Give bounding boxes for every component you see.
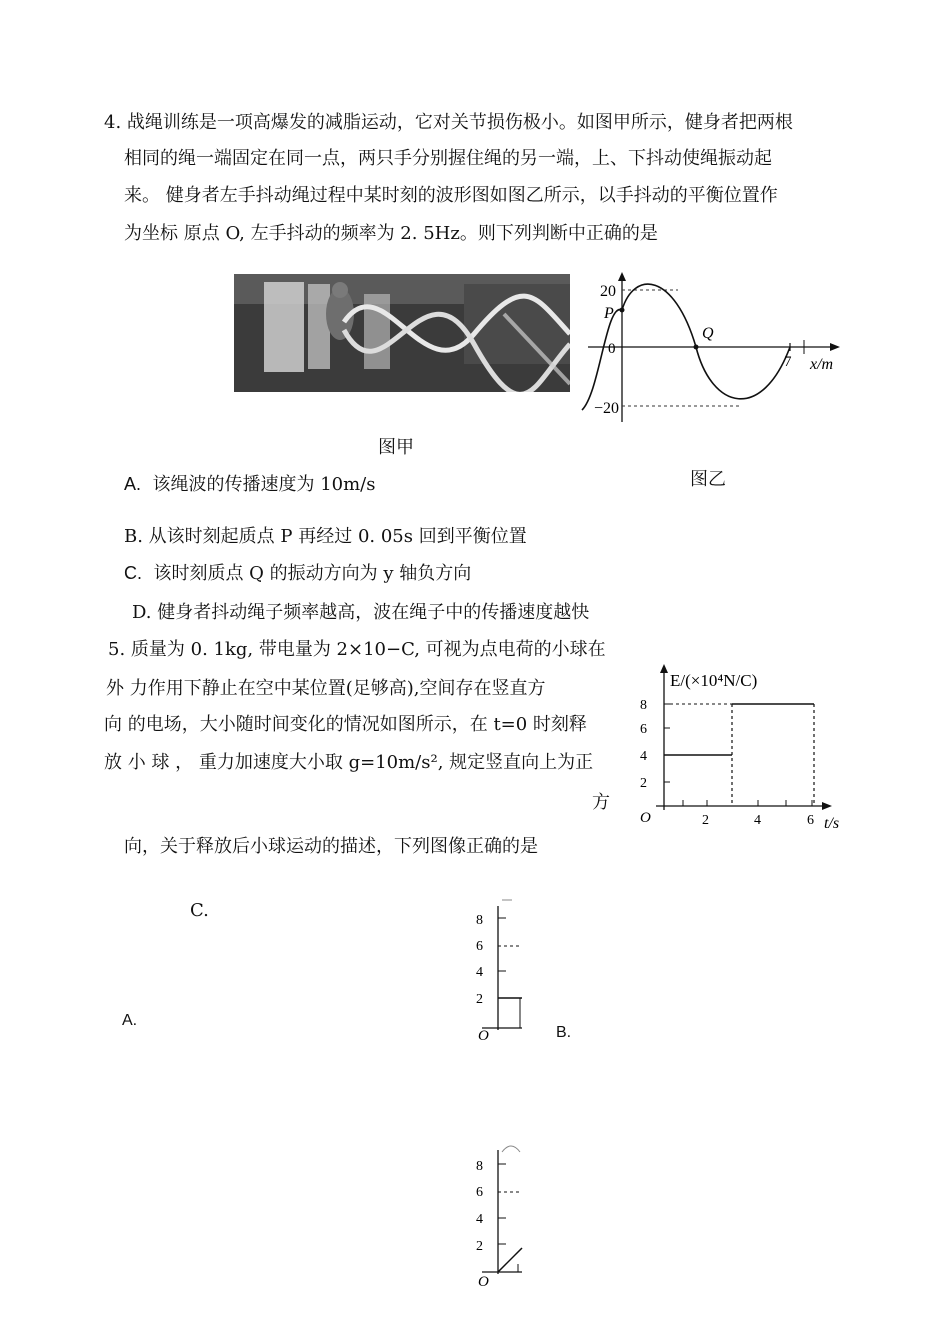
field-y-axis-label: E/(×10⁴N/C) bbox=[670, 671, 758, 690]
figure-b-caption: 图乙 bbox=[690, 469, 726, 490]
q4-line-2: 相同的绳一端固定在同一点，两只手分别握住绳的另一端，上、下抖动使绳振动起 bbox=[124, 148, 772, 169]
q5-option-b-label: B. bbox=[556, 1024, 572, 1041]
field-x-tick-6: 6 bbox=[807, 813, 814, 828]
field-y-tick-8: 8 bbox=[640, 698, 647, 713]
field-y-tick-6: 6 bbox=[640, 722, 647, 737]
q4-option-d: D. 健身者抖动绳子频率越高，波在绳子中的传播速度越快 bbox=[132, 602, 590, 623]
q5-line-5: 方 bbox=[592, 792, 610, 813]
crop1-origin: O bbox=[478, 1028, 489, 1044]
crop2-tick-6: 6 bbox=[476, 1185, 483, 1200]
wave-y-top-label: 20 bbox=[600, 283, 616, 300]
crop1-tick-2: 2 bbox=[476, 992, 483, 1007]
crop1-tick-4: 4 bbox=[476, 965, 483, 980]
wave-graph bbox=[578, 272, 848, 432]
crop2-tick-2: 2 bbox=[476, 1239, 483, 1254]
crop2-tick-4: 4 bbox=[476, 1212, 483, 1227]
battle-rope-photo bbox=[234, 274, 570, 392]
wave-point-q-label: Q bbox=[702, 325, 714, 342]
battle-rope-image bbox=[234, 274, 570, 392]
field-x-axis-label: t/s bbox=[824, 815, 840, 830]
point-p bbox=[620, 308, 625, 313]
wave-y-bottom-label: −20 bbox=[594, 400, 620, 417]
field-y-tick-2: 2 bbox=[640, 776, 647, 791]
wave-x-axis-label: x/m bbox=[810, 356, 834, 373]
q5-line-1: 5. 质量为 0. 1kg, 带电量为 2×10−C, 可视为点电荷的小球在 bbox=[108, 639, 606, 660]
field-x-tick-2: 2 bbox=[702, 813, 709, 828]
q5-line-2: 外 力作用下静止在空中某位置(足够高),空间存在竖直方 bbox=[106, 678, 546, 699]
q4-option-b: B. 从该时刻起质点 P 再经过 0. 05s 回到平衡位置 bbox=[124, 526, 527, 547]
crop1-tick-8: 8 bbox=[476, 913, 483, 928]
q5-option-a-label: A. bbox=[122, 1012, 138, 1029]
wave-point-p-label: P bbox=[604, 305, 614, 322]
q4-line-1: 4. 战绳训练是一项高爆发的减脂运动，它对关节损伤极小。如图甲所示，健身者把两根 bbox=[104, 112, 793, 133]
point-q bbox=[694, 345, 699, 350]
wave-origin-label: 0 bbox=[608, 341, 616, 357]
field-origin-label: O bbox=[640, 810, 651, 826]
q4-option-c: C. 该时刻质点 Q 的振动方向为 y 轴负方向 bbox=[124, 563, 472, 584]
q5-line-4: 放 小 球 ， 重力加速度大小取 g=10m/s², 规定竖直向上为正 bbox=[104, 752, 594, 773]
crop2-origin: O bbox=[478, 1274, 489, 1290]
q5-line-6: 向，关于释放后小球运动的描述，下列图像正确的是 bbox=[124, 836, 538, 857]
wave-x-mark-label: 7 bbox=[784, 354, 792, 370]
field-x-tick-4: 4 bbox=[754, 813, 761, 828]
crop1-tick-6: 6 bbox=[476, 939, 483, 954]
crop2-tick-8: 8 bbox=[476, 1159, 483, 1174]
q5-option-c-label: C. bbox=[190, 900, 209, 921]
q4-line-4: 为坐标 原点 O, 左手抖动的频率为 2. 5Hz。则下列判断中正确的是 bbox=[124, 223, 658, 244]
electric-field-graph bbox=[626, 662, 850, 830]
figure-a-caption: 图甲 bbox=[378, 437, 414, 458]
q4-option-a: A. 该绳波的传播速度为 10m/s bbox=[124, 474, 376, 495]
field-y-tick-4: 4 bbox=[640, 749, 647, 764]
cropped-graph-upper bbox=[462, 894, 532, 1044]
cropped-graph-lower bbox=[462, 1140, 532, 1290]
q5-line-3: 向 的电场，大小随时间变化的情况如图所示，在 t=0 时刻释 bbox=[104, 714, 587, 735]
q4-line-3: 来。 健身者左手抖动绳过程中某时刻的波形图如图乙所示，以手抖动的平衡位置作 bbox=[124, 185, 778, 206]
